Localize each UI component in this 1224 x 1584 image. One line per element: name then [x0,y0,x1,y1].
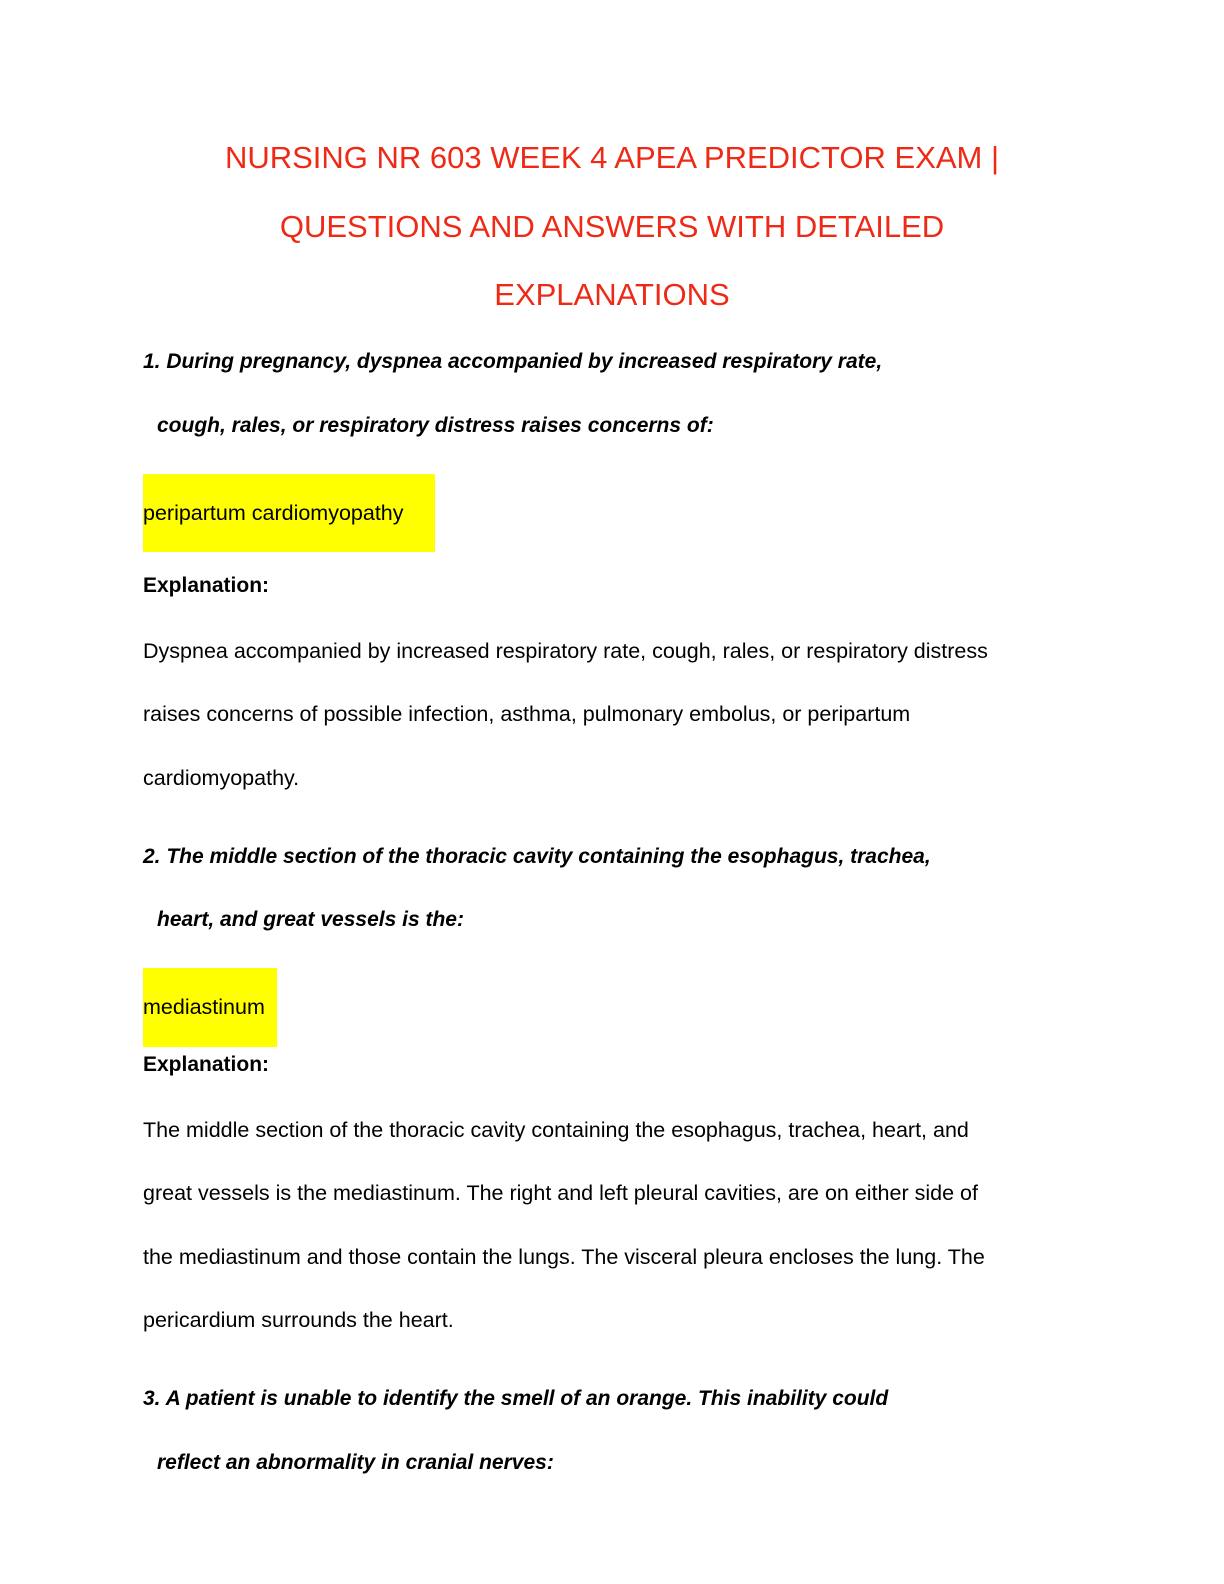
question-text: 1. During pregnancy, dyspnea accompanied by increased respiratory rate, [143,350,883,373]
explanation-text: pericardium surrounds the heart. [143,1308,454,1332]
title-line: EXPLANATIONS [494,277,730,312]
title-line: QUESTIONS AND ANSWERS WITH DETAILED [279,209,945,244]
explanation-text: raises concerns of possible infection, asthma, pulmonary embolus, or peripartum [143,702,911,726]
answer-text: mediastinum [143,995,265,1019]
explanation-label: Explanation: [143,1053,270,1076]
answer-text: peripartum cardiomyopathy [143,500,404,525]
answer-highlight [143,474,435,552]
question-text: 3. A patient is unable to identify the smell of an orange. This inability could [143,1387,889,1410]
explanation-text: the mediastinum and those contain the lungs. The visceral pleura encloses the lung. The [143,1245,985,1269]
explanation-label: Explanation: [143,574,270,597]
explanation-text: cardiomyopathy. [143,766,300,790]
question-text: reflect an abnormality in cranial nerves: [157,1451,554,1474]
question-text: cough, rales, or respiratory distress raises concerns of: [157,414,714,437]
question-text: 2. The middle section of the thoracic cavity containing the esophagus, trachea, [143,845,931,868]
title-line: NURSING NR 603 WEEK 4 APEA PREDICTOR EXAM | [224,140,1000,175]
answer-highlight [143,968,277,1047]
explanation-text: great vessels is the mediastinum. The right and left pleural cavities, are on either side of [143,1181,978,1205]
explanation-text: Dyspnea accompanied by increased respiratory rate, cough, rales, or respiratory distress [143,639,988,663]
question-text: heart, and great vessels is the: [157,908,464,931]
explanation-text: The middle section of the thoracic cavity containing the esophagus, trachea, heart, and [143,1118,969,1142]
